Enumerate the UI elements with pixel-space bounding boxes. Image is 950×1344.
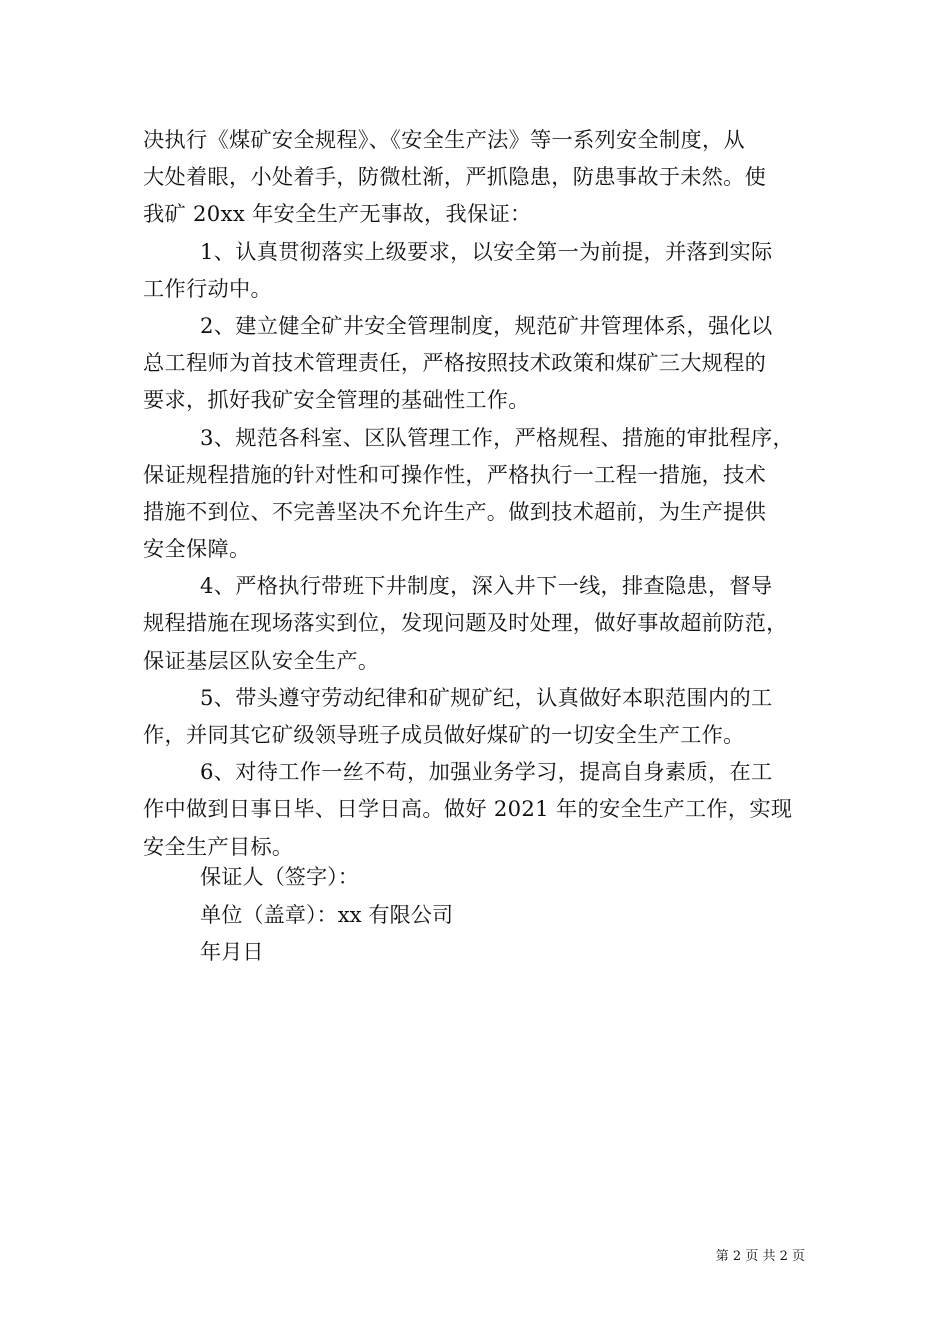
text-line: 保证规程措施的针对性和可操作性，严格执行一工程一措施，技术 (143, 461, 767, 487)
item-4-line: 4、严格执行带班下井制度，深入井下一线，排查隐患，督导 (200, 573, 773, 599)
item-2-line: 2、建立健全矿井安全管理制度，规范矿井管理体系，强化以 (200, 312, 773, 338)
text-line: 作，并同其它矿级领导班子成员做好煤矿的一切安全生产工作。 (143, 722, 745, 747)
text-line: 大处着眼，小处着手，防微杜渐，严抓隐患，防患事故于未然。使 (143, 164, 767, 190)
signature-block (200, 858, 453, 971)
page-number-footer: 第 2 页 共 2 页 (715, 1249, 805, 1264)
guarantor-signature-line: 保证人（签字）： (200, 864, 359, 889)
text-line: 总工程师为首技术管理责任，严格按照技术政策和煤矿三大规程的 (143, 350, 767, 376)
text-line: 要求，抓好我矿安全管理的基础性工作。 (143, 387, 530, 413)
text-line: 保证基层区队安全生产。 (143, 647, 380, 673)
text-line: 决执行《煤矿安全规程》、《安全生产法》等一系列安全制度，从 (143, 127, 745, 152)
text-line: 措施不到位、不完善坚决不允许生产。做到技术超前，为生产提供 (143, 498, 767, 524)
text-line: 工作行动中。 (143, 275, 272, 301)
text-line: 安全保障。 (143, 536, 251, 562)
date-line: 年月日 (200, 939, 264, 964)
item-1-line: 1、认真贯彻落实上级要求，以安全第一为前提，并落到实际 (200, 238, 773, 264)
text-line: 安全生产目标。 (143, 833, 294, 859)
document-body (143, 121, 808, 865)
item-3-line: 3、规范各科室、区队管理工作，严格规程、措施的审批程序， (200, 424, 794, 450)
text-line: 我矿 20xx 年安全生产无事故，我保证： (143, 201, 532, 227)
unit-seal-line: 单位（盖章）：xx 有限公司 (200, 901, 454, 927)
item-6-line: 6、对待工作一丝不苟，加强业务学习，提高自身素质，在工 (200, 759, 773, 785)
text-line: 规程措施在现场落实到位，发现问题及时处理，做好事故超前防范， (143, 610, 788, 636)
text-line: 作中做到日事日毕、日学日高。做好 2021 年的安全生产工作，实现 (143, 796, 793, 822)
item-5-line: 5、带头遵守劳动纪律和矿规矿纪，认真做好本职范围内的工 (200, 684, 773, 710)
